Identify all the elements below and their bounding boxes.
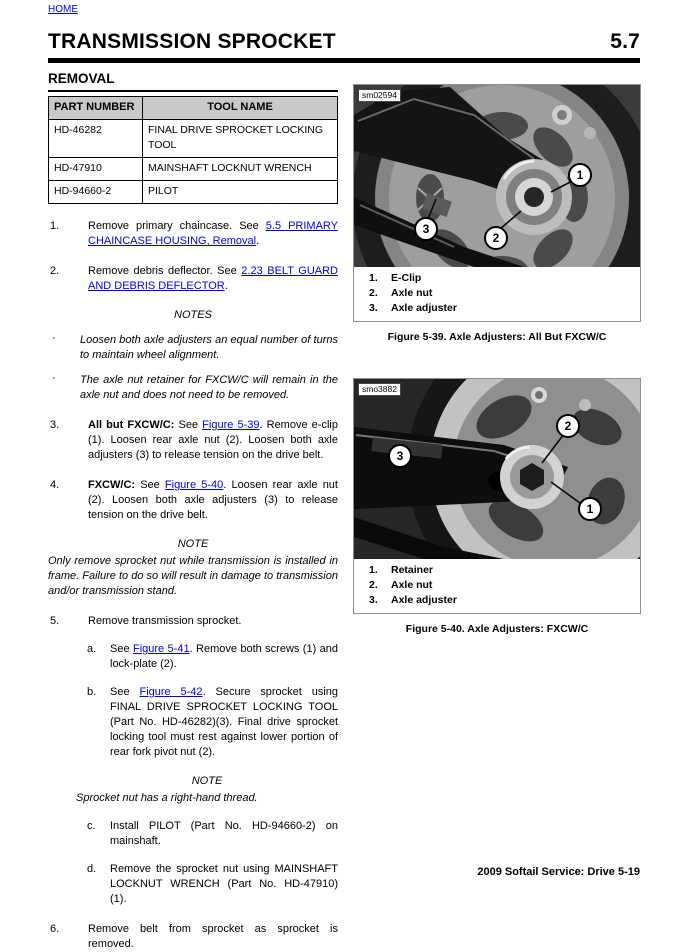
figure-5-39-photo (354, 85, 640, 267)
step-number: 1. (50, 220, 60, 232)
step-bold-prefix: FXCW/C: (88, 479, 141, 491)
table-row (49, 181, 338, 204)
page-footer: 2009 Softail Service: Drive 5-19 (477, 866, 640, 878)
callout-1-retainer: 1 (578, 497, 602, 521)
legend-item (354, 563, 640, 578)
table-row (49, 158, 338, 181)
removal-rule (48, 90, 338, 92)
callout-1-e-clip: 1 (568, 163, 592, 187)
note-text: Sprocket nut has a right-hand thread. (76, 792, 258, 804)
photo-id-label: smo3882 (358, 383, 401, 396)
step-text: See (178, 419, 203, 431)
legend-label: Axle nut (391, 579, 433, 591)
legend-item (354, 301, 640, 316)
step-4 (48, 478, 338, 523)
substep-letter: b. (87, 686, 97, 698)
figure-5-40-caption: Figure 5-40. Axle Adjusters: FXCW/C (405, 623, 589, 635)
substep-letter: a. (87, 643, 97, 655)
legend-label: Axle nut (391, 287, 433, 299)
column-header-part-number: PART NUMBER (49, 97, 143, 120)
note-bullet-text: Loosen both axle adjusters an equal number of turns to maintain wheel alignment. (80, 334, 338, 361)
step-number: 2. (50, 265, 60, 277)
photo-id-label: sm02594 (358, 89, 401, 102)
legend-number: 1. (369, 272, 378, 284)
figure-5-39-box (353, 84, 641, 322)
tool-name-cell: PILOT (143, 181, 338, 204)
note-bullet-text: The axle nut retainer for FXCW/C will remain in the axle nut and does not need to be removed. (80, 374, 338, 401)
figures-column (353, 84, 641, 635)
part-number-cell: HD-47910 (49, 158, 143, 181)
section-number: 5.7 (610, 30, 640, 53)
step-text: . (224, 280, 228, 292)
step-text: Remove transmission sprocket. (88, 615, 242, 627)
step-6 (48, 922, 338, 952)
legend-label: E-Clip (391, 272, 422, 284)
link-primary-chaincase-housing[interactable]: 5.5 PRIMARY CHAINCASE HOUSING, Removal (88, 220, 338, 247)
step-5b (48, 685, 338, 760)
note-bullet-item (48, 373, 338, 403)
step-text: . Secure sprocket using FINAL DRIVE SPROCKET LOCKING TOOL (Part No. HD-46282)(3). Final drive sprocket locking tool must rest against lower portion of rear fork pivot nut (2). (110, 686, 338, 758)
tools-table (48, 96, 338, 204)
step-text: . (256, 235, 260, 247)
step-5 (48, 614, 338, 629)
callout-3-axle-adjuster: 3 (414, 217, 438, 241)
table-row (49, 120, 338, 158)
legend-label: Retainer (391, 564, 434, 576)
tool-name-cell: FINAL DRIVE SPROCKET LOCKING TOOL (143, 120, 338, 158)
bullet-glyph: · (52, 372, 56, 384)
table-header-row (49, 97, 338, 120)
part-number-cell: HD-46282 (49, 120, 143, 158)
step-number: 6. (50, 923, 60, 935)
link-figure-5-39[interactable]: Figure 5-39 (202, 419, 260, 431)
note-heading: NOTE (177, 538, 209, 550)
figure-5-39-caption: Figure 5-39. Axle Adjusters: All But FXCW/C (387, 331, 607, 343)
step-text: Remove debris deflector. See (88, 265, 242, 277)
legend-number: 2. (369, 579, 378, 591)
figure-5-40-legend (354, 559, 640, 613)
step-text: Remove belt from sprocket as sprocket is removed. (88, 923, 338, 950)
callout-2-axle-nut: 2 (556, 414, 580, 438)
callout-3-axle-adjuster: 3 (388, 444, 412, 468)
page-header (48, 30, 640, 54)
link-belt-guard-debris-deflector[interactable]: 2.23 BELT GUARD AND DEBRIS DEFLECTOR (88, 265, 339, 292)
step-1 (48, 219, 338, 249)
link-figure-5-40[interactable]: Figure 5-40 (164, 479, 224, 491)
note-bullet-item (48, 333, 338, 363)
step-5a (48, 642, 338, 672)
step-2 (48, 264, 338, 294)
inner-note (76, 774, 338, 806)
page-title: TRANSMISSION SPROCKET (48, 30, 336, 53)
step-text: Remove primary chaincase. See (88, 220, 266, 232)
substep-letter: d. (87, 863, 97, 875)
figure-5-40-box (353, 378, 641, 614)
step-number: 4. (50, 479, 60, 491)
bullet-glyph: · (52, 332, 56, 344)
legend-number: 3. (369, 594, 378, 606)
link-figure-5-41[interactable]: Figure 5-41 (132, 643, 190, 655)
legend-item (354, 578, 640, 593)
step-text: Install PILOT (Part No. HD-94660-2) on mainshaft. (110, 820, 338, 847)
link-figure-5-42[interactable]: Figure 5-42 (139, 686, 203, 698)
note-heading: NOTE (191, 775, 223, 787)
legend-number: 1. (369, 564, 378, 576)
substep-letter: c. (87, 820, 96, 832)
legend-number: 2. (369, 287, 378, 299)
removal-heading: REMOVAL (48, 71, 115, 86)
legend-item (354, 593, 640, 608)
step-5c (48, 819, 338, 849)
step-text: See (140, 479, 165, 491)
legend-label: Axle adjuster (391, 594, 457, 606)
step-text: See (110, 643, 133, 655)
callout-2-axle-nut: 2 (484, 226, 508, 250)
note-text: Only remove sprocket nut while transmission is installed in frame. Failure to do so will result in damage to transmission and/or transmission stand. (48, 555, 338, 597)
figure-5-40-photo (354, 379, 640, 559)
legend-item (354, 271, 640, 286)
legend-item (354, 286, 640, 301)
tool-name-cell: MAINSHAFT LOCKNUT WRENCH (143, 158, 338, 181)
step-text: See (110, 686, 140, 698)
home-link[interactable]: HOME (48, 4, 78, 15)
legend-number: 3. (369, 302, 378, 314)
notes-heading: NOTES (174, 309, 212, 321)
step-bold-prefix: All but FXCW/C: (88, 419, 179, 431)
legend-label: Axle adjuster (391, 302, 457, 314)
figure-5-39-legend (354, 267, 640, 321)
step-3 (48, 418, 338, 463)
step-5d (48, 862, 338, 907)
step-number: 3. (50, 419, 60, 431)
column-header-tool-name: TOOL NAME (143, 97, 338, 120)
step-text: . Loosen rear axle nut (2). Loosen both axle adjusters (3) to release tension on the drive belt. (88, 479, 338, 521)
step-text: Remove the sprocket nut using MAINSHAFT LOCKNUT WRENCH (Part No. HD-47910) (1). (110, 863, 338, 905)
title-divider (48, 58, 640, 63)
procedure-column (48, 71, 338, 952)
wheel-hub-photo-illustration (354, 379, 640, 559)
step-text: . Remove both screws (1) and lock-plate (2). (110, 643, 338, 670)
step-text: . Remove e-clip (1). Loosen rear axle nut (2). Loosen both axle adjusters (3) to release tension on the drive belt. (88, 419, 338, 461)
step-number: 5. (50, 615, 60, 627)
part-number-cell: HD-94660-2 (49, 181, 143, 204)
